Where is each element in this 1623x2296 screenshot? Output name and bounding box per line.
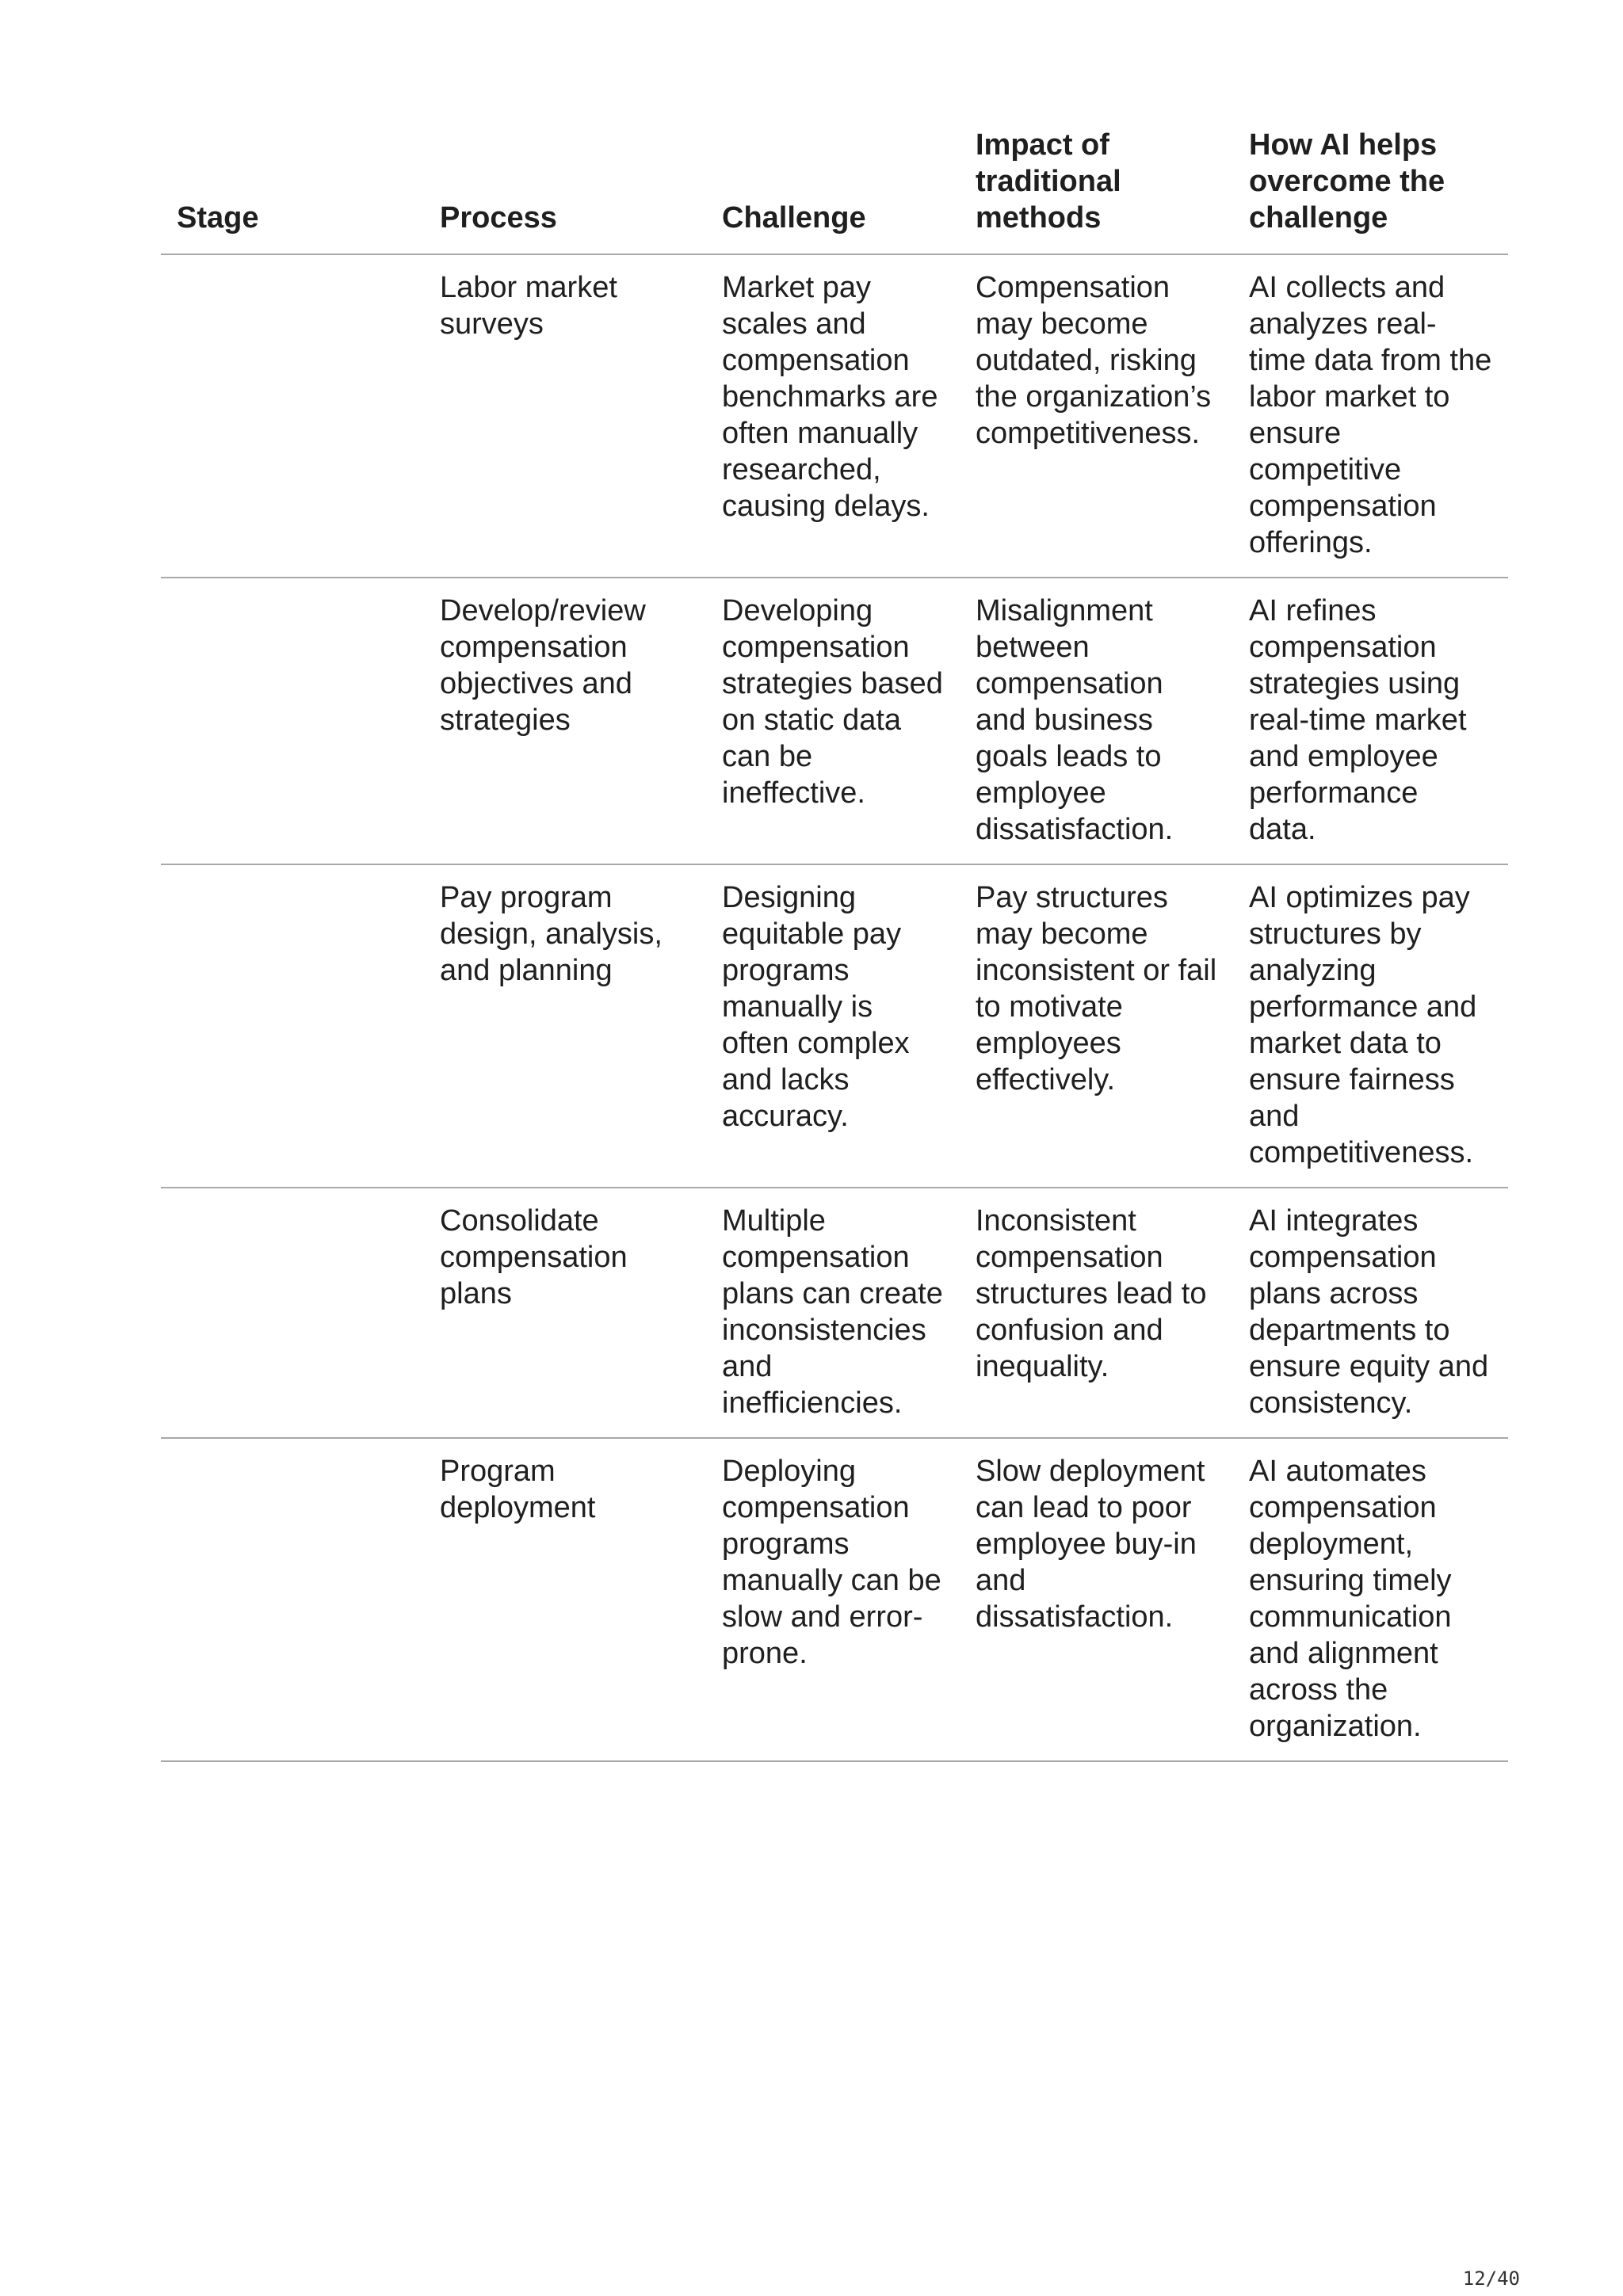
table-header bbox=[161, 119, 1508, 254]
cell-impact: Compensation may become outdated, risking the organization’s competitiveness. bbox=[976, 271, 1212, 450]
cell-process: Consolidate compensation plans bbox=[440, 1204, 628, 1310]
header-row bbox=[161, 119, 1508, 254]
page-number: 12/40 bbox=[1462, 2267, 1520, 2290]
cell-stage bbox=[161, 578, 424, 864]
cell-process: Program deployment bbox=[440, 1455, 596, 1524]
cell-impact: Slow deployment can lead to poor employee buy-in and dissatisfaction. bbox=[976, 1455, 1205, 1634]
cell-how-ai-helps: AI refines compensation strategies using real-time market and employee performance data. bbox=[1249, 594, 1467, 846]
table-row bbox=[161, 1438, 1508, 1761]
cell-process: Pay program design, analysis, and planning bbox=[440, 881, 663, 987]
cell-stage bbox=[161, 1438, 424, 1761]
header-impact: Impact of traditional methods bbox=[976, 128, 1121, 235]
cell-challenge: Developing compensation strategies based on static data can be ineffective. bbox=[722, 594, 943, 810]
header-how-ai-helps: How AI helps overcome the challenge bbox=[1249, 128, 1445, 235]
cell-impact: Misalignment between compensation and business goals leads to employee dissatisfaction. bbox=[976, 594, 1174, 846]
cell-process: Develop/review compensation objectives and strategies bbox=[440, 594, 646, 737]
cell-stage bbox=[161, 864, 424, 1188]
cell-how-ai-helps: AI optimizes pay structures by analyzing performance and market data to ensure fairness and competitiveness. bbox=[1249, 881, 1477, 1169]
compensation-table-container bbox=[161, 119, 1508, 1762]
cell-impact: Pay structures may become inconsistent or fail to motivate employees effectively. bbox=[976, 881, 1217, 1097]
cell-stage bbox=[161, 1188, 424, 1438]
cell-how-ai-helps: AI collects and analyzes real-time data from the labor market to ensure competitive compensation offerings. bbox=[1249, 271, 1492, 559]
compensation-ai-table bbox=[161, 119, 1508, 1762]
table-row bbox=[161, 578, 1508, 864]
table-row bbox=[161, 254, 1508, 578]
header-challenge: Challenge bbox=[722, 201, 866, 235]
header-stage: Stage bbox=[177, 201, 259, 235]
cell-challenge: Deploying compensation programs manually can be slow and error-prone. bbox=[722, 1455, 941, 1670]
cell-challenge: Designing equitable pay programs manually is often complex and lacks accuracy. bbox=[722, 881, 910, 1133]
table-row bbox=[161, 1188, 1508, 1438]
cell-challenge: Market pay scales and compensation benchmarks are often manually researched, causing delays. bbox=[722, 271, 938, 523]
cell-challenge: Multiple compensation plans can create inconsistencies and inefficiencies. bbox=[722, 1204, 943, 1420]
cell-impact: Inconsistent compensation structures lead to confusion and inequality. bbox=[976, 1204, 1207, 1383]
cell-stage bbox=[161, 254, 424, 578]
table-body bbox=[161, 254, 1508, 1761]
cell-how-ai-helps: AI automates compensation deployment, ensuring timely communication and alignment across the organization. bbox=[1249, 1455, 1452, 1743]
cell-process: Labor market surveys bbox=[440, 271, 617, 341]
cell-how-ai-helps: AI integrates compensation plans across departments to ensure equity and consistency. bbox=[1249, 1204, 1489, 1420]
table-row bbox=[161, 864, 1508, 1188]
header-process: Process bbox=[440, 201, 557, 235]
